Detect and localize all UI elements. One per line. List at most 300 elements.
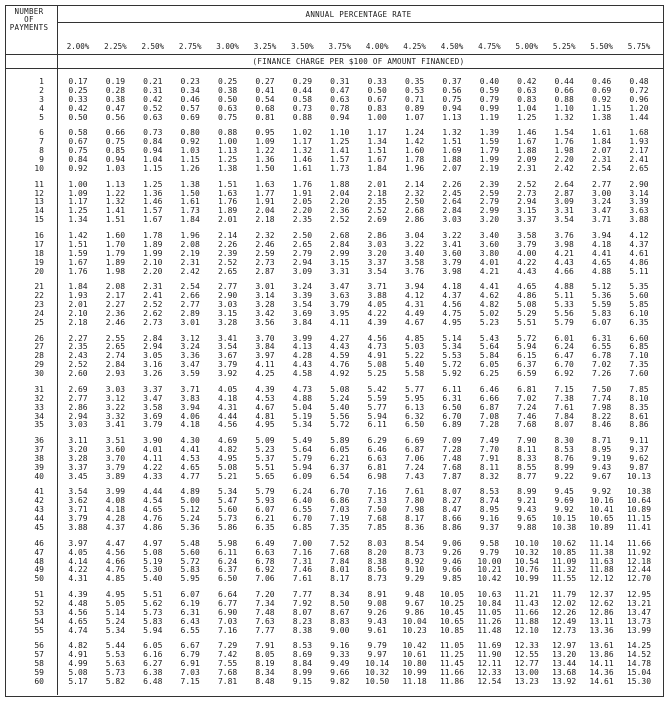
finance-charge-cell: 4.01: [479, 257, 500, 267]
finance-charge-cell: 11.43: [514, 598, 539, 608]
finance-charge-cell: 2.39: [217, 248, 238, 258]
finance-charge-cell: 9.88: [517, 523, 537, 532]
finance-charge-cell: 7.68: [217, 668, 238, 677]
finance-charge-cell: 1.46: [292, 155, 313, 164]
finance-charge-cell: 11.88: [514, 616, 539, 626]
finance-charge-cell: 10.89: [589, 523, 614, 532]
finance-charge-cell: 4.56: [68, 607, 88, 617]
finance-charge-cell: 5.72: [330, 420, 350, 430]
finance-charge-cell: 2.74: [105, 351, 126, 361]
finance-charge-cell: 0.68: [255, 103, 275, 113]
finance-charge-cell: 9.79: [367, 641, 387, 651]
finance-charge-cell: 5.43: [479, 333, 500, 343]
payment-count: 18: [34, 248, 44, 258]
finance-charge-cell: 7.50: [367, 505, 387, 515]
finance-charge-cell: 7.92: [292, 598, 313, 608]
finance-charge-cell: 3.14: [629, 188, 649, 198]
finance-charge-cell: 2.45: [442, 188, 462, 198]
rate-column-header: 3.25%: [253, 42, 277, 51]
finance-charge-cell: 8.73: [404, 547, 425, 557]
payment-count: 34: [34, 411, 44, 421]
finance-charge-cell: 3.62: [68, 496, 88, 506]
finance-charge-cell: 2.18: [367, 188, 387, 198]
finance-charge-cell: 8.74: [479, 496, 500, 506]
finance-charge-cell: 0.94: [105, 155, 126, 164]
finance-charge-cell: 8.07: [292, 607, 313, 617]
finance-charge-cell: 10.42: [477, 574, 502, 584]
finance-charge-cell: 7.68: [367, 514, 387, 524]
finance-charge-cell: 3.04: [404, 230, 425, 240]
finance-charge-cell: 9.43: [367, 616, 387, 626]
finance-charge-cell: 6.07: [180, 590, 200, 599]
finance-charge-cell: 6.49: [255, 538, 275, 548]
finance-charge-cell: 1.99: [479, 155, 500, 164]
finance-charge-cell: 4.56: [442, 300, 462, 309]
finance-charge-cell: 3.37: [143, 384, 163, 394]
finance-charge-cell: 3.88: [629, 215, 649, 225]
payment-count: 32: [34, 393, 44, 403]
finance-charge-cell: 5.03: [404, 342, 425, 352]
finance-charge-cell: 7.61: [554, 402, 574, 412]
finance-charge-cell: 3.54: [554, 215, 574, 225]
finance-charge-cell: 10.38: [626, 487, 652, 497]
finance-charge-cell: 7.10: [629, 351, 649, 361]
payment-count: 36: [34, 436, 44, 446]
finance-charge-cell: 10.32: [365, 668, 390, 677]
finance-charge-cell: 7.61: [292, 574, 313, 584]
finance-charge-cell: 8.86: [629, 420, 649, 430]
finance-charge-cell: 13.47: [626, 607, 652, 617]
finance-charge-cell: 4.48: [68, 598, 88, 608]
finance-charge-cell: 6.54: [330, 471, 350, 481]
finance-charge-cell: 6.37: [330, 462, 350, 472]
finance-charge-cell: 0.75: [68, 146, 88, 156]
payment-count: 45: [34, 523, 44, 532]
finance-charge-cell: 9.46: [442, 556, 462, 566]
finance-charge-cell: 1.36: [143, 188, 163, 198]
finance-charge-cell: 2.60: [68, 369, 88, 379]
finance-charge-cell: 0.84: [143, 137, 163, 147]
finance-charge-cell: 11.86: [439, 676, 465, 686]
finance-charge-cell: 2.32: [404, 188, 425, 198]
finance-charge-cell: 5.83: [180, 565, 200, 575]
finance-charge-cell: 1.03: [105, 163, 126, 173]
rate-column-header: 2.50%: [141, 42, 165, 51]
finance-charge-cell: 0.17: [68, 77, 88, 86]
finance-charge-cell: 9.19: [591, 453, 612, 463]
finance-charge-cell: 7.46: [292, 565, 313, 575]
finance-charge-cell: 2.73: [255, 257, 275, 267]
finance-charge-cell: 0.88: [292, 112, 313, 122]
finance-charge-cell: 1.69: [442, 146, 462, 156]
finance-charge-cell: 5.14: [442, 333, 462, 343]
finance-charge-cell: 4.88: [591, 266, 612, 276]
finance-charge-cell: 9.69: [554, 496, 574, 506]
finance-charge-cell: 0.63: [143, 112, 163, 122]
finance-charge-cell: 8.05: [255, 650, 275, 660]
finance-charge-cell: 4.22: [367, 308, 387, 318]
finance-charge-cell: 1.38: [180, 179, 200, 189]
finance-charge-cell: 5.82: [105, 676, 126, 686]
finance-charge-cell: 6.92: [554, 369, 574, 379]
finance-charge-cell: 2.52: [330, 215, 350, 225]
finance-charge-cell: 6.31: [180, 607, 200, 617]
finance-charge-cell: 11.25: [439, 650, 465, 660]
finance-charge-cell: 3.79: [105, 462, 126, 472]
finance-charge-cell: 6.05: [330, 445, 350, 454]
finance-charge-cell: 2.52: [367, 206, 387, 216]
finance-charge-cell: 0.69: [180, 112, 200, 122]
finance-charge-cell: 3.12: [105, 393, 126, 403]
finance-charge-cell: 0.84: [68, 155, 88, 164]
finance-charge-cell: 7.90: [517, 436, 537, 446]
finance-charge-cell: 1.25: [517, 112, 537, 122]
finance-charge-cell: 9.49: [330, 659, 350, 669]
finance-charge-cell: 6.87: [404, 445, 425, 454]
finance-charge-cell: 2.69: [68, 384, 88, 394]
finance-charge-cell: 8.55: [517, 462, 537, 472]
finance-charge-cell: 3.09: [292, 266, 313, 276]
finance-charge-cell: 1.34: [68, 215, 88, 225]
finance-charge-cell: 5.04: [292, 402, 313, 412]
finance-charge-cell: 5.23: [255, 445, 275, 454]
finance-charge-cell: 10.32: [514, 547, 539, 557]
finance-charge-cell: 3.26: [143, 369, 163, 379]
payment-count: 60: [34, 676, 44, 686]
payment-count: 42: [34, 496, 44, 506]
finance-charge-cell: 7.29: [217, 641, 238, 651]
finance-charge-cell: 8.53: [479, 487, 500, 497]
finance-charge-cell: 5.49: [292, 436, 313, 446]
finance-charge-cell: 6.55: [292, 505, 313, 515]
finance-charge-cell: 15.30: [626, 676, 652, 686]
finance-charge-cell: 3.94: [591, 230, 612, 240]
finance-charge-cell: 8.53: [292, 641, 313, 651]
finance-charge-cell: 0.31: [143, 85, 163, 95]
rate-column-header: 2.00%: [66, 42, 90, 51]
finance-charge-cell: 5.60: [180, 547, 200, 557]
finance-charge-cell: 3.51: [105, 436, 126, 446]
rate-column-header: 3.50%: [291, 42, 314, 51]
finance-charge-cell: 11.92: [626, 547, 652, 557]
finance-charge-cell: 12.55: [514, 650, 539, 660]
finance-charge-cell: 4.56: [105, 547, 126, 557]
finance-charge-cell: 5.08: [330, 384, 350, 394]
payment-count: 54: [34, 616, 44, 626]
finance-charge-cell: 1.13: [442, 112, 462, 122]
finance-charge-cell: 8.86: [442, 523, 462, 532]
finance-charge-cell: 1.25: [143, 179, 163, 189]
finance-charge-cell: 11.26: [477, 616, 502, 626]
finance-charge-cell: 2.52: [517, 179, 537, 189]
finance-charge-cell: 2.46: [255, 239, 275, 249]
finance-charge-cell: 2.42: [180, 266, 200, 276]
finance-charge-cell: 3.11: [68, 436, 88, 446]
finance-charge-cell: 3.71: [68, 505, 88, 515]
finance-charge-cell: 11.14: [589, 538, 614, 548]
finance-charge-cell: 5.94: [143, 625, 163, 635]
finance-charge-cell: 9.62: [629, 453, 649, 463]
finance-charge-cell: 4.85: [105, 574, 126, 584]
finance-charge-cell: 5.40: [330, 402, 350, 412]
finance-charge-cell: 6.19: [180, 598, 200, 608]
finance-charge-cell: 3.09: [554, 197, 574, 207]
finance-charge-cell: 5.92: [442, 369, 462, 379]
finance-charge-cell: 4.43: [517, 266, 537, 276]
finance-charge-cell: 4.22: [143, 462, 163, 472]
finance-charge-cell: 10.21: [477, 565, 502, 575]
apr-title: ANNUAL PERCENTAGE RATE: [305, 10, 412, 19]
finance-charge-cell: 6.85: [629, 342, 649, 352]
finance-charge-cell: 3.47: [180, 360, 200, 370]
finance-charge-cell: 0.58: [68, 128, 88, 138]
finance-charge-cell: 3.42: [255, 308, 275, 318]
finance-charge-cell: 0.46: [591, 77, 612, 86]
finance-charge-cell: 4.77: [180, 471, 200, 481]
finance-charge-cell: 6.24: [292, 487, 313, 497]
finance-charge-cell: 5.37: [255, 453, 275, 463]
finance-charge-cell: 8.03: [367, 538, 387, 548]
payment-count: 50: [34, 574, 44, 584]
finance-charge-cell: 4.37: [629, 239, 649, 249]
finance-charge-cell: 6.31: [591, 333, 612, 343]
finance-charge-cell: 0.63: [217, 103, 238, 113]
finance-charge-cell: 6.01: [554, 333, 574, 343]
finance-charge-cell: 3.03: [68, 420, 88, 430]
finance-charge-cell: 3.20: [68, 445, 88, 454]
finance-charge-cell: 5.62: [143, 598, 163, 608]
finance-charge-cell: 4.25: [255, 369, 275, 379]
finance-charge-cell: 4.91: [68, 650, 88, 660]
finance-charge-cell: 13.73: [626, 616, 652, 626]
finance-charge-cell: 2.99: [479, 206, 500, 216]
finance-charge-cell: 5.53: [442, 351, 462, 361]
finance-charge-cell: 1.46: [517, 128, 537, 138]
finance-charge-cell: 6.38: [143, 668, 163, 677]
finance-charge-cell: 12.18: [626, 556, 652, 566]
finance-charge-cell: 8.33: [517, 453, 537, 463]
finance-charge-cell: 6.07: [591, 317, 612, 327]
finance-charge-cell: 5.85: [629, 300, 649, 309]
finance-charge-cell: 2.42: [554, 163, 574, 173]
finance-charge-cell: 4.97: [143, 538, 163, 548]
finance-charge-cell: 10.04: [402, 616, 427, 626]
finance-charge-cell: 3.71: [367, 282, 387, 292]
finance-charge-cell: 0.92: [180, 137, 200, 147]
finance-charge-cell: 1.93: [629, 137, 649, 147]
finance-charge-cell: 2.31: [591, 155, 612, 164]
finance-charge-cell: 0.81: [255, 112, 275, 122]
finance-charge-cell: 7.77: [292, 590, 313, 599]
payment-count: 2: [39, 85, 44, 95]
finance-charge-cell: 5.73: [217, 514, 238, 524]
finance-charge-cell: 2.05: [292, 197, 313, 207]
finance-charge-cell: 2.26: [442, 179, 462, 189]
finance-charge-cell: 3.94: [404, 282, 425, 292]
finance-charge-cell: 4.59: [330, 351, 350, 361]
finance-charge-cell: 6.24: [217, 556, 238, 566]
payment-count: 39: [34, 462, 44, 472]
payment-count: 14: [34, 206, 44, 216]
finance-charge-cell: 0.75: [105, 137, 126, 147]
finance-charge-cell: 3.71: [591, 215, 612, 225]
finance-charge-cell: 6.43: [180, 616, 200, 626]
finance-charge-cell: 7.68: [330, 547, 350, 557]
finance-charge-cell: 12.33: [477, 668, 502, 677]
finance-charge-cell: 1.78: [143, 230, 163, 240]
finance-charge-cell: 12.95: [626, 590, 652, 599]
finance-charge-cell: 7.35: [629, 360, 649, 370]
finance-charge-cell: 1.51: [68, 239, 88, 249]
finance-charge-cell: 10.16: [589, 496, 614, 506]
finance-charge-cell: 7.03: [180, 668, 200, 677]
finance-charge-cell: 1.38: [591, 112, 612, 122]
finance-charge-cell: 1.88: [442, 155, 462, 164]
finance-charge-cell: 1.04: [143, 155, 163, 164]
finance-charge-cell: 1.84: [591, 137, 612, 147]
finance-charge-cell: 1.13: [217, 146, 238, 156]
finance-charge-cell: 5.73: [143, 607, 163, 617]
finance-charge-cell: 7.00: [292, 538, 313, 548]
rate-column-header: 3.75%: [328, 42, 352, 51]
finance-charge-cell: 7.06: [404, 453, 425, 463]
finance-charge-cell: 1.42: [68, 230, 88, 240]
finance-charge-cell: 6.70: [554, 360, 574, 370]
finance-charge-cell: 1.10: [330, 128, 350, 138]
finance-charge-cell: 7.48: [255, 607, 275, 617]
finance-charge-cell: 0.38: [217, 85, 238, 95]
finance-charge-cell: 6.55: [591, 342, 612, 352]
finance-charge-cell: 10.76: [514, 565, 539, 575]
payment-count: 58: [34, 659, 44, 669]
finance-charge-cell: 4.92: [330, 369, 350, 379]
finance-charge-cell: 3.47: [330, 282, 350, 292]
finance-charge-cell: 2.31: [143, 282, 163, 292]
finance-charge-cell: 10.10: [514, 538, 539, 548]
finance-charge-cell: 3.60: [442, 248, 462, 258]
finance-charge-cell: 2.36: [330, 206, 350, 216]
rate-column-header: 5.50%: [590, 42, 613, 51]
payment-count: 29: [34, 360, 44, 370]
finance-charge-cell: 1.20: [629, 103, 649, 113]
finance-charge-cell: 11.66: [439, 668, 465, 677]
payment-count: 15: [34, 215, 44, 225]
finance-charge-cell: 7.15: [180, 676, 200, 686]
finance-charge-cell: 11.05: [439, 641, 465, 651]
payment-count: 9: [39, 155, 44, 164]
finance-charge-cell: 6.37: [517, 360, 537, 370]
finance-charge-cell: 4.91: [367, 351, 387, 361]
finance-charge-cell: 10.62: [552, 538, 577, 548]
finance-charge-cell: 8.99: [554, 462, 574, 472]
finance-charge-cell: 3.32: [105, 411, 126, 421]
finance-charge-cell: 10.65: [439, 616, 465, 626]
finance-charge-cell: 2.17: [629, 146, 649, 156]
finance-charge-cell: 0.58: [292, 94, 313, 104]
finance-charge-cell: 5.58: [404, 369, 425, 379]
finance-charge-cell: 8.07: [442, 487, 462, 497]
finance-charge-cell: 0.69: [591, 85, 612, 95]
finance-charge-cell: 4.22: [68, 565, 88, 575]
finance-charge-cell: 7.31: [292, 556, 313, 566]
finance-charge-cell: 7.24: [404, 462, 425, 472]
finance-charge-cell: 7.68: [517, 420, 537, 430]
finance-charge-cell: 1.54: [554, 128, 574, 138]
finance-charge-cell: 8.83: [330, 616, 350, 626]
finance-charge-cell: 3.83: [180, 393, 200, 403]
finance-charge-cell: 6.37: [217, 565, 238, 575]
finance-charge-cell: 4.27: [330, 333, 350, 343]
finance-charge-cell: 3.60: [105, 445, 126, 454]
finance-charge-cell: 3.71: [180, 384, 200, 394]
payments-header-line: OF: [24, 15, 34, 24]
finance-charge-cell: 3.79: [442, 257, 462, 267]
finance-charge-cell: 5.08: [217, 462, 238, 472]
finance-charge-cell: 3.47: [143, 393, 163, 403]
finance-charge-cell: 1.91: [255, 197, 275, 207]
finance-charge-cell: 1.68: [629, 128, 649, 138]
finance-charge-cell: 0.71: [404, 94, 425, 104]
payment-count: 22: [34, 291, 44, 301]
finance-charge-cell: 13.61: [589, 641, 614, 651]
note-rule: [5, 68, 663, 69]
finance-charge-cell: 14.52: [626, 650, 652, 660]
finance-charge-cell: 4.22: [517, 257, 537, 267]
finance-charge-cell: 5.79: [292, 453, 313, 463]
finance-charge-cell: 12.54: [477, 676, 502, 686]
finance-charge-cell: 7.43: [404, 471, 425, 481]
finance-charge-cell: 3.20: [479, 215, 500, 225]
finance-charge-cell: 1.32: [442, 128, 462, 138]
finance-charge-cell: 0.92: [591, 94, 612, 104]
finance-charge-cell: 11.69: [477, 641, 502, 651]
finance-charge-cell: 5.36: [591, 291, 612, 301]
finance-charge-cell: 6.05: [143, 641, 163, 651]
finance-charge-cell: 2.01: [367, 179, 387, 189]
finance-charge-cell: 1.15: [180, 155, 200, 164]
finance-charge-cell: 1.76: [554, 137, 574, 147]
finance-charge-cell: 8.54: [404, 538, 425, 548]
finance-charge-cell: 2.26: [217, 239, 238, 249]
finance-charge-cell: 13.68: [552, 668, 577, 677]
finance-charge-cell: 6.60: [629, 333, 649, 343]
finance-charge-cell: 11.18: [402, 676, 427, 686]
finance-charge-cell: 4.44: [217, 411, 238, 421]
finance-charge-cell: 4.28: [292, 351, 313, 361]
finance-charge-cell: 5.25: [367, 369, 387, 379]
finance-charge-cell: 5.44: [105, 641, 126, 651]
finance-charge-cell: 0.21: [143, 77, 163, 86]
finance-charge-cell: 2.89: [180, 308, 200, 318]
payment-count: 25: [34, 317, 44, 327]
payment-count: 59: [34, 668, 44, 677]
finance-charge-cell: 3.41: [442, 239, 462, 249]
finance-charge-cell: 8.69: [292, 650, 313, 660]
payment-count: 5: [39, 112, 44, 122]
finance-charge-cell: 1.59: [479, 137, 500, 147]
finance-charge-cell: 4.14: [68, 556, 88, 566]
finance-charge-cell: 10.99: [402, 668, 427, 677]
finance-charge-cell: 7.74: [591, 393, 612, 403]
finance-charge-cell: 2.01: [68, 300, 88, 309]
finance-charge-cell: 2.87: [255, 266, 275, 276]
finance-charge-cell: 11.32: [552, 565, 577, 575]
finance-charge-cell: 0.48: [629, 77, 649, 86]
finance-charge-cell: 2.65: [629, 163, 649, 173]
finance-charge-cell: 6.70: [330, 487, 350, 497]
finance-charge-cell: 0.25: [217, 77, 238, 86]
finance-charge-cell: 13.00: [514, 668, 539, 677]
